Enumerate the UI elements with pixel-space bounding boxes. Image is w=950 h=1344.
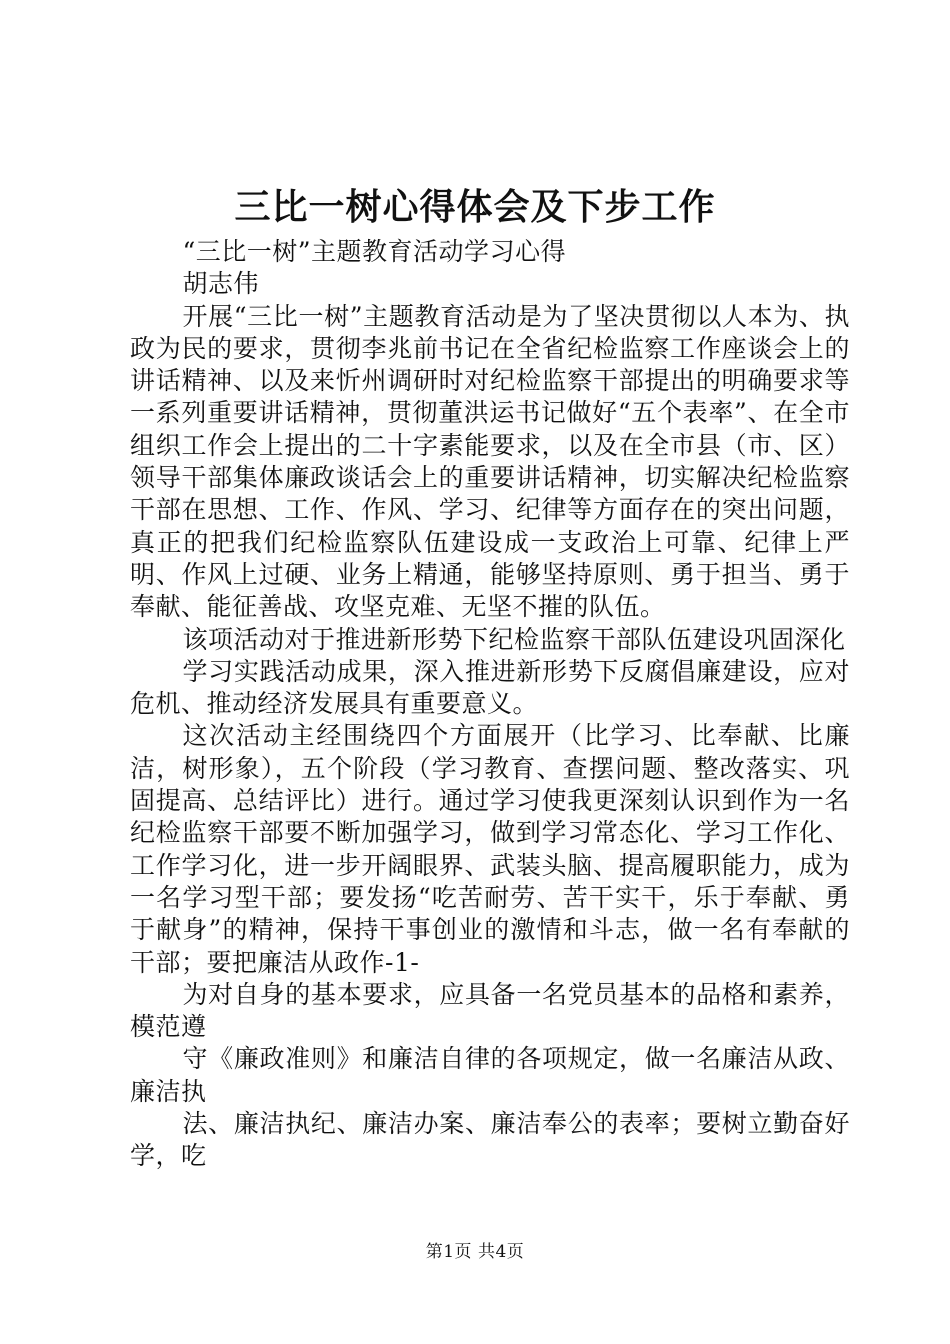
body-paragraph: 这次活动主经围绕四个方面展开（比学习、比奉献、比廉洁，树形象），五个阶段（学习教育、查摆问题、整改落实、巩固提高、总结评比）进行。通过学习使我更深刻认识到作为一名纪检监察干部要不断加强学习，做到学习常态化、学习工作化、工作学习化，进一步开阔眼界、武装头脑、提高履职能力，成为一名学习型干部；要发扬“吃苦耐劳、苦干实干，乐于奉献、勇于献身”的精神，保持干事创业的激情和斗志，做一名有奉献的干部；要把廉洁从政作-1- xyxy=(130,721,850,977)
subtitle-paragraph: “三比一树”主题教育活动学习心得 xyxy=(182,237,567,266)
body-paragraph: 法、廉洁执纪、廉洁办案、廉洁奉公的表率；要树立勤奋好学，吃 xyxy=(130,1109,850,1171)
body-paragraph: 学习实践活动成果，深入推进新形势下反腐倡廉建设，应对危机、推动经济发展具有重要意义。 xyxy=(130,656,850,719)
page-number-footer: 第1页 共4页 xyxy=(425,1242,525,1262)
body-paragraph: 守《廉政准则》和廉洁自律的各项规定，做一名廉洁从政、廉洁执 xyxy=(130,1044,850,1106)
document-body xyxy=(130,236,850,1173)
author-paragraph: 胡志伟 xyxy=(182,269,260,299)
document-title: 三比一树心得体会及下步工作 xyxy=(234,186,716,228)
body-paragraph: 开展“三比一树”主题教育活动是为了坚决贯彻以人本为、执政为民的要求，贯彻李兆前书记在全省纪检监察工作座谈会上的讲话精神、以及来忻州调研时对纪检监察干部提出的明确要求等一系列重要讲话精神，贯彻董洪运书记做好“五个表率”、在全市组织工作会上提出的二十字素能要求，以及在全市县（市、区）领导干部集体廉政谈话会上的重要讲话精神，切实解决纪检监察干部在思想、工作、作风、学习、纪律等方面存在的突出问题，真正的把我们纪检监察队伍建设成一支政治上可靠、纪律上严明、作风上过硬、业务上精通，能够坚持原则、勇于担当、勇于奉献、能征善战、攻坚克难、无坚不摧的队伍。 xyxy=(130,301,850,622)
body-paragraph: 为对自身的基本要求，应具备一名党员基本的品格和素养，模范遵 xyxy=(130,979,850,1042)
body-paragraph: 该项活动对于推进新形势下纪检监察干部队伍建设巩固深化 xyxy=(182,624,846,654)
